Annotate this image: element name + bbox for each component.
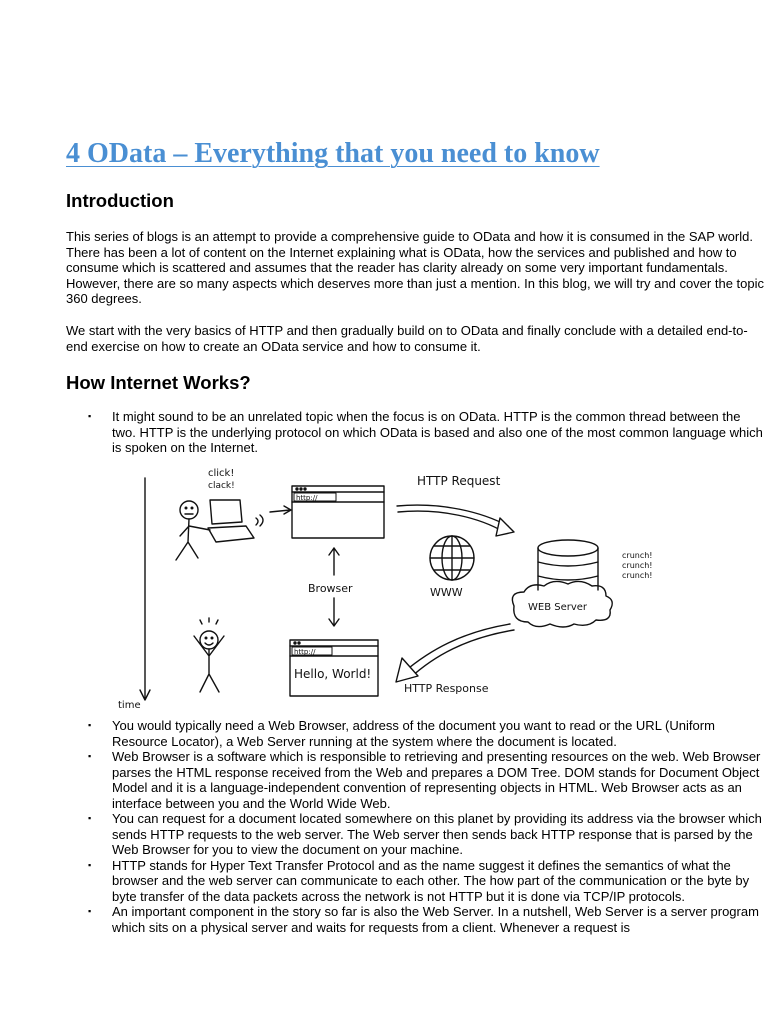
bullet-text: It might sound to be an unrelated topic when the focus is on OData. HTTP is the common thread between the two. HTTP is the underlying protocol on which OData is based and also one of the most common language which is spoken on the Internet. <box>112 409 763 455</box>
browser-url-bottom: http:// <box>294 648 316 656</box>
bullet-item <box>88 811 764 858</box>
www-label: WWW <box>430 586 463 599</box>
bullet-list-intro <box>88 409 764 456</box>
bullet-text: An important component in the story so far is also the Web Server. In a nutshell, Web Server is a server program which sits on a physical server and waits for requests from a client. Whenever a request is <box>112 904 759 935</box>
http-request-label: HTTP Request <box>417 474 501 488</box>
hello-world-text: Hello, World! <box>294 667 372 681</box>
bullet-text: HTTP stands for Hyper Text Transfer Protocol and as the name suggest it defines the semantics of what the browser and the web server can communicate to each other. The how part of the communication or the byte by byte transfer of the data packets across the network is not HTTP but it is done via TCP/IP protocols. <box>112 857 750 904</box>
http-diagram <box>112 460 682 712</box>
bullet-text: Web Browser is a software which is responsible to retrieving and presenting resources on the web. Web Browser parses the HTML response received from the Web and prepares a DOM Tree. DOM stands for Document Object Model and it is a language-independent convention of representing objects in HTML. Web Browser acts as an interface between you and the World Wide Web. <box>112 749 761 811</box>
browser-label: Browser <box>308 582 353 595</box>
bullet-marker: ▪ <box>88 720 92 730</box>
bullet-marker: ▪ <box>88 906 92 916</box>
bullet-item <box>88 858 764 905</box>
bullet-item <box>88 718 764 749</box>
crunch-label-3: crunch! <box>622 571 653 580</box>
section-heading-how-internet-works: How Internet Works? <box>66 372 251 393</box>
intro-paragraph-2: We start with the very basics of HTTP and then gradually build on to OData and finally conclude with a detailed end-to-end exercise on how to create an OData service and how to consume it. <box>66 323 748 354</box>
crunch-label-1: crunch! <box>622 551 653 560</box>
browser-up-arrow <box>329 548 339 575</box>
browser-url-top: http:// <box>296 494 318 502</box>
bullet-marker: ▪ <box>88 411 92 421</box>
happy-user-figure <box>194 618 224 692</box>
browser-down-arrow <box>329 598 339 626</box>
crunch-label-2: crunch! <box>622 561 653 570</box>
section-heading-introduction: Introduction <box>66 190 174 211</box>
web-server-label: WEB Server <box>528 602 588 613</box>
bullet-item <box>88 409 764 456</box>
clack-label: clack! <box>208 481 235 491</box>
http-request-arrow <box>397 505 508 526</box>
intro-paragraph-1: This series of blogs is an attempt to provide a comprehensive guide to OData and how it is consumed in the SAP world. There has been a lot of content on the Internet explaining what is OData, how the services and published and how to consume which is scattered and assumes that the reader has clarity already on some very important fundamentals. However, there are so many aspects which deserves more than just a mention. In this blog, we will try and cover the topic 360 degrees. <box>66 229 765 306</box>
bullet-text: You can request for a document located somewhere on this planet by providing its address via the browser which sends HTTP requests to the web server. The Web server then sends back HTTP response that is parsed by the Web Browser for you to view the document on your machine. <box>112 811 762 857</box>
http-response-label: HTTP Response <box>404 682 489 695</box>
bullet-list-details <box>88 718 764 935</box>
bullet-item <box>88 904 764 935</box>
page-title[interactable]: 4 OData – Everything that you need to know <box>66 138 600 169</box>
web-server-icon <box>512 540 612 627</box>
globe-icon <box>430 536 474 580</box>
click-label: click! <box>208 468 235 479</box>
bullet-marker: ▪ <box>88 751 92 761</box>
bullet-marker: ▪ <box>88 859 92 870</box>
bullet-text: You would typically need a Web Browser, address of the document you want to read or the URL (Uniform Resource Locator), a Web Server running at the system where the document is located. <box>112 718 715 749</box>
time-label: time <box>118 700 141 711</box>
bullet-marker: ▪ <box>88 813 92 823</box>
bullet-item <box>88 749 764 811</box>
user-figure-with-laptop <box>176 500 263 560</box>
http-response-arrow <box>404 624 510 672</box>
